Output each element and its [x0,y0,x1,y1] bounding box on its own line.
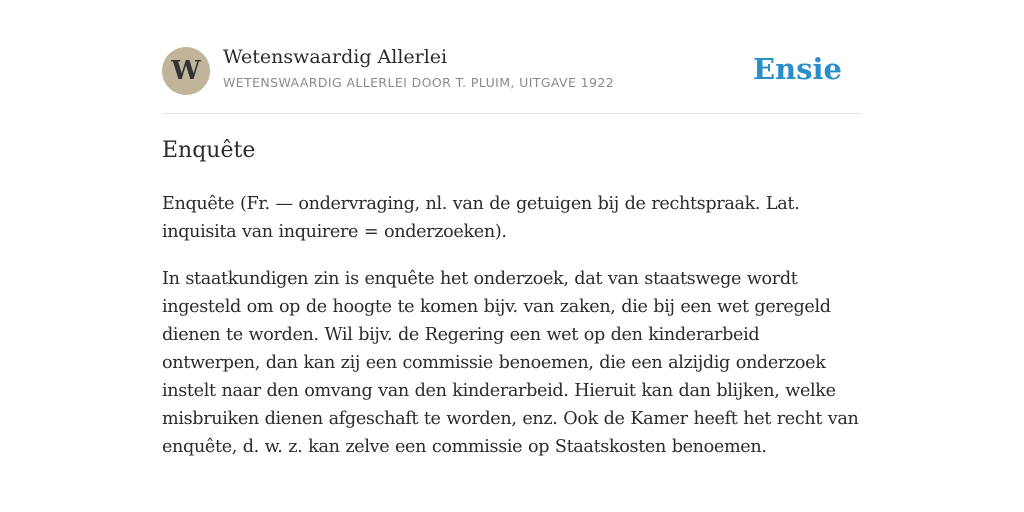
entry-paragraph: Enquête (Fr. — ondervraging, nl. van de getuigen bij de rechtspraak. Lat. inquisita van inquirere = onderzoeken). [162,194,800,242]
book-avatar[interactable]: W [162,47,210,95]
book-subtitle: WETENSWAARDIG ALLERLEI DOOR T. PLUIM, UITGAVE 1922 [223,75,615,90]
entry-title: Enquête [162,138,256,163]
entry-paragraph: In staatkundigen zin is enquête het onderzoek, dat van staatswege wordt ingesteld om op de hoogte te komen bijv. van zaken, die bij een wet geregeld dienen te worden. Wil bijv. de Regering een wet op den kinderarbeid ontwerpen, dan kan zij een commissie benoemen, die een alzijdig onderzoek instelt naar den omvang van den kinderarbeid. Hieruit kan dan blijken, welke misbruiken dienen afgeschaft te worden, enz. Ook de Kamer heeft het recht van enquête, d. w. z. kan zelve een commissie op Staatskosten benoemen. [162,269,859,457]
page-container [162,0,862,457]
ensie-logo[interactable]: Ensie [753,52,842,86]
entry-content [162,190,862,480]
book-title[interactable]: Wetenswaardig Allerlei [223,46,448,68]
header [162,0,862,114]
